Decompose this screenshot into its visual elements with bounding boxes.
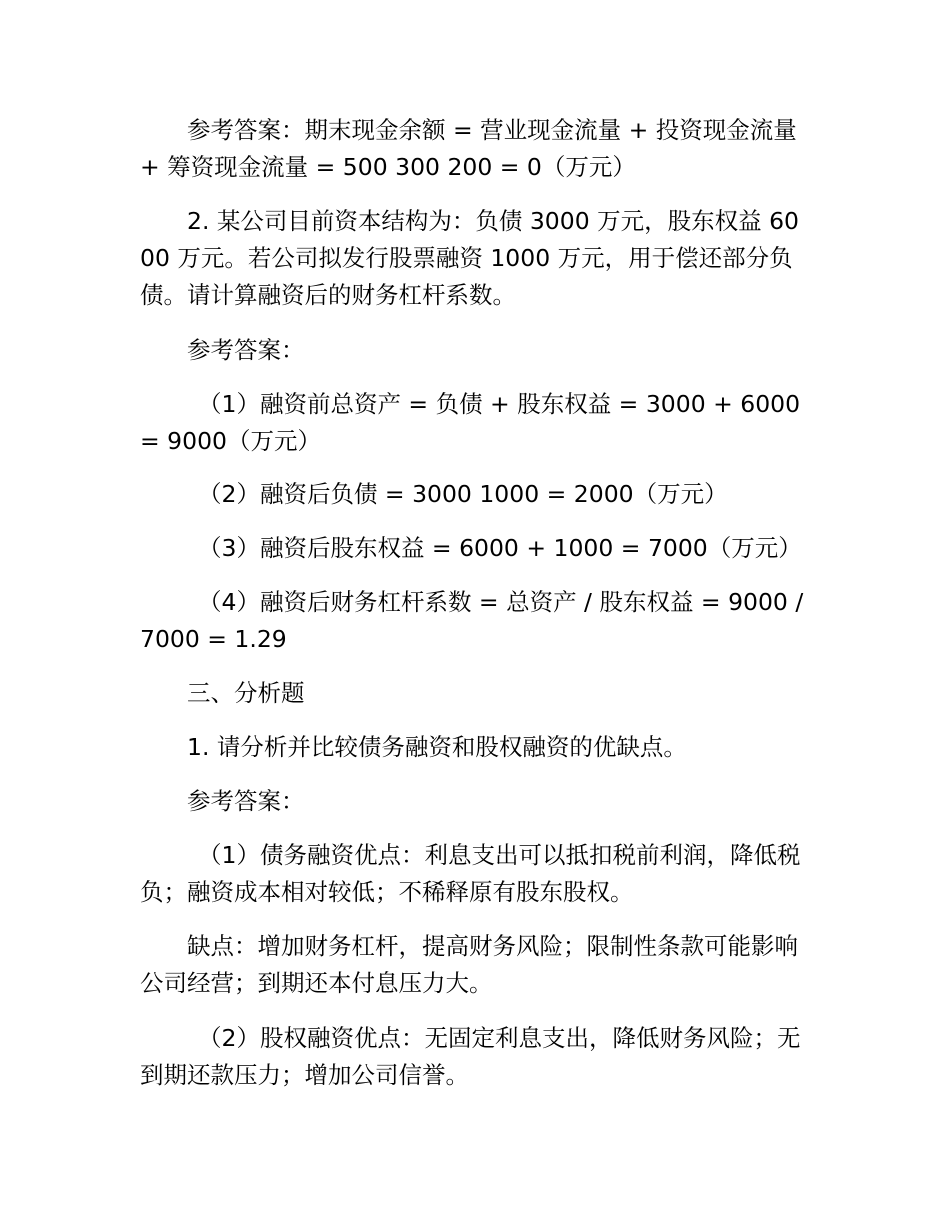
answer-step-2: （2）融资后负债 = 3000 1000 = 2000（万元） bbox=[198, 480, 728, 508]
answer-step-3: （3）融资后股东权益 = 6000 + 1000 = 7000（万元） bbox=[198, 534, 802, 562]
debt-financing-pros: （1）债务融资优点：利息支出可以抵扣税前利润，降低税负；融资成本相对较低；不稀释原有股东股权。 bbox=[140, 841, 801, 906]
answer-cash-balance: 参考答案：期末现金余额 = 营业现金流量 + 投资现金流量 + 筹资现金流量 = 500 300 200 = 0（万元） bbox=[140, 116, 797, 181]
debt-financing-cons: 缺点：增加财务杠杆，提高财务风险；限制性条款可能影响公司经营；到期还本付息压力大。 bbox=[140, 932, 798, 997]
question-2: 2. 某公司目前资本结构为：负债 3000 万元，股东权益 6000 万元。若公司拟发行股票融资 1000 万元，用于偿还部分负债。请计算融资后的财务杠杆系数。 bbox=[140, 207, 800, 309]
answer-label: 参考答案： bbox=[187, 787, 305, 815]
question-analysis-1: 1. 请分析并比较债务融资和股权融资的优缺点。 bbox=[187, 733, 687, 761]
equity-financing-pros: （2）股权融资优点：无固定利息支出，降低财务风险；无到期还款压力；增加公司信誉。 bbox=[140, 1024, 801, 1089]
answer-step-1: （1）融资前总资产 = 负债 + 股东权益 = 3000 + 6000 = 9000（万元） bbox=[140, 390, 801, 455]
answer-label: 参考答案： bbox=[187, 336, 305, 364]
answer-step-4: （4）融资后财务杠杆系数 = 总资产 / 股东权益 = 9000 / 7000 = 1.29 bbox=[140, 588, 804, 653]
section-heading-analysis: 三、分析题 bbox=[187, 679, 305, 707]
